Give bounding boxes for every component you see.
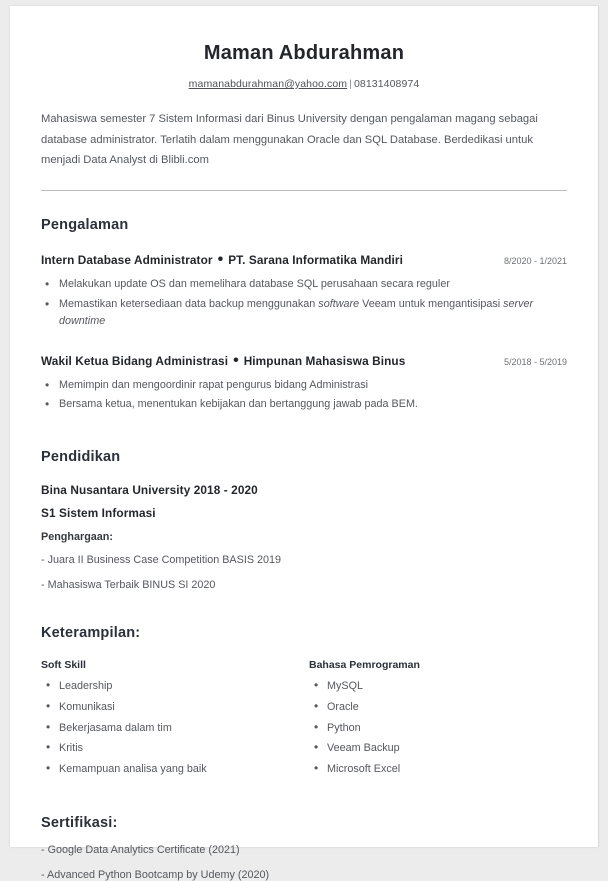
experience-dates: 8/2020 - 1/2021 xyxy=(503,256,567,267)
phone-number: 08131408974 xyxy=(353,78,420,90)
experience-role: Intern Database Administrator xyxy=(41,253,213,268)
experience-role: Wakil Ketua Bidang Administrasi xyxy=(41,353,229,368)
skill-item: • Komunikasi xyxy=(41,702,299,713)
contact-separator: | xyxy=(349,78,352,90)
skill-item: • Oracle xyxy=(309,702,567,713)
skill-item: • Microsoft Excel xyxy=(309,764,567,775)
experience-title-group xyxy=(41,251,403,269)
header-divider xyxy=(41,190,567,191)
experience-bullet-list xyxy=(41,377,567,414)
skills-list xyxy=(309,681,567,775)
education-degree: S1 Sistem Informasi xyxy=(41,505,156,520)
experience-bullet xyxy=(41,296,567,331)
skill-item: • Veeam Backup xyxy=(309,743,567,754)
skills-list xyxy=(41,681,299,775)
skills-column-heading: Soft Skill xyxy=(41,658,86,671)
resume-page xyxy=(10,6,598,881)
experience-list xyxy=(41,251,567,413)
education-heading: Pendidikan xyxy=(41,448,121,465)
award-item: - Juara II Business Case Competition BASIS 2019 xyxy=(41,553,282,566)
skills-column xyxy=(41,659,299,785)
email-link[interactable]: mamanabdurahman@yahoo.com xyxy=(188,78,348,90)
experience-dates: 5/2018 - 5/2019 xyxy=(503,356,567,367)
skill-item: • MySQL xyxy=(309,681,567,692)
skills-columns xyxy=(41,659,567,785)
certifications-heading: Sertifikasi: xyxy=(41,814,118,831)
experience-separator-dot-icon: • xyxy=(233,351,239,369)
certifications-section xyxy=(38,815,570,881)
award-item: - Mahasiswa Terbaik BINUS SI 2020 xyxy=(41,578,216,591)
experience-section xyxy=(38,217,570,413)
experience-organization: Himpunan Mahasiswa Binus xyxy=(243,353,406,368)
experience-item-header xyxy=(41,352,567,370)
certification-item: - Google Data Analytics Certificate (2021) xyxy=(41,843,240,856)
certifications-list xyxy=(41,844,567,881)
experience-heading: Pengalaman xyxy=(41,217,129,234)
skills-column xyxy=(299,659,567,785)
emphasis-text: software xyxy=(318,297,360,310)
emphasis-text: server downtime xyxy=(59,297,534,328)
skills-column-heading: Bahasa Pemrograman xyxy=(309,658,420,671)
skill-item: • Bekerjasama dalam tim xyxy=(41,723,299,734)
awards-list xyxy=(41,552,567,593)
experience-item xyxy=(41,352,567,414)
bullet-text: Melakukan update OS dan memelihara database SQL perusahaan secara reguler xyxy=(59,278,450,291)
education-school: Bina Nusantara University 2018 - 2020 xyxy=(41,482,258,497)
awards-label: Penghargaan: xyxy=(41,530,113,543)
experience-organization: PT. Sarana Informatika Mandiri xyxy=(228,253,403,268)
contact-line xyxy=(38,78,570,90)
experience-item xyxy=(41,251,567,330)
experience-bullet xyxy=(41,276,567,293)
professional-summary: Mahasiswa semester 7 Sistem Informasi dari Binus University dengan pengalaman magang sebagai database administrator. Terlatih dalam menggunakan Oracle dan SQL Database. Berdedikasi untuk menjadi Data Analyst di Blibli.com xyxy=(41,113,538,167)
skills-section xyxy=(38,625,570,785)
skill-item: • Kemampuan analisa yang baik xyxy=(41,764,299,775)
experience-item-header xyxy=(41,251,567,269)
candidate-name: Maman Abdurahman xyxy=(203,42,405,64)
skill-item: • Kritis xyxy=(41,743,299,754)
experience-bullet xyxy=(41,396,567,413)
experience-bullet xyxy=(41,377,567,394)
education-section xyxy=(38,449,570,593)
experience-separator-dot-icon: • xyxy=(217,251,224,269)
bullet-text: Veeam untuk mengantisipasi xyxy=(359,297,504,310)
experience-title-group xyxy=(41,352,405,370)
certification-item: - Advanced Python Bootcamp by Udemy (2020) xyxy=(41,868,270,881)
resume-header xyxy=(38,42,570,171)
skill-item: • Python xyxy=(309,723,567,734)
experience-bullet-list xyxy=(41,276,567,330)
bullet-text: Memastikan ketersediaan data backup menggunakan xyxy=(59,297,319,310)
bullet-text: Bersama ketua, menentukan kebijakan dan bertanggung jawab pada BEM. xyxy=(59,398,418,411)
bullet-text: Memimpin dan mengoordinir rapat pengurus bidang Administrasi xyxy=(59,378,369,391)
skill-item: • Leadership xyxy=(41,681,299,692)
skills-heading: Keterampilan: xyxy=(41,624,141,641)
